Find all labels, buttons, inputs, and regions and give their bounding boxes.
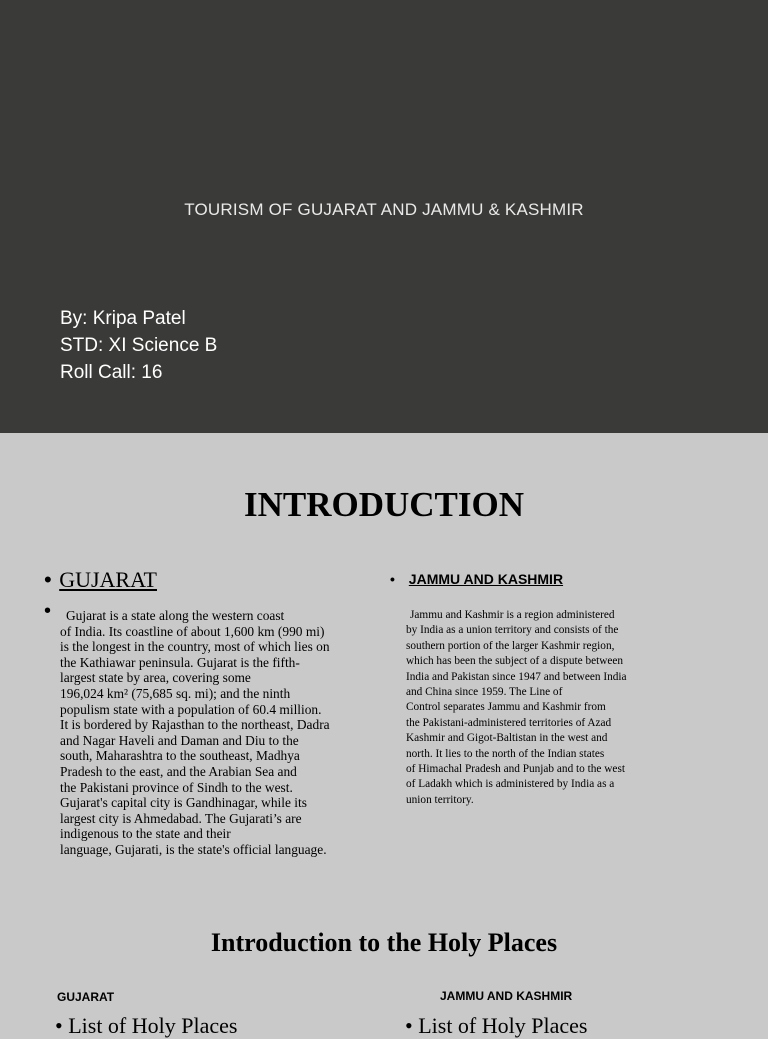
text-line: Gujarat's capital city is Gandhinagar, while its	[60, 795, 307, 811]
text-line: language, Gujarati, is the state's official language.	[60, 841, 327, 857]
text-line: by India as a union territory and consists of the	[406, 624, 619, 637]
title-slide	[0, 0, 768, 433]
text-line: Pradesh to the east, and the Arabian Sea and	[60, 763, 297, 779]
text-line: Kashmir and Gigot-Baltistan in the west and	[406, 732, 608, 745]
holy-places-title: Introduction to the Holy Places	[210, 928, 558, 957]
standard-line: STD: XI Science B	[60, 335, 218, 356]
roll-call-line: Roll Call: 16	[60, 362, 163, 383]
jammu-kashmir-holy-places-list: • List of Holy Places	[405, 1013, 588, 1038]
jammu-kashmir-heading-label: JAMMU AND KASHMIR	[408, 571, 564, 587]
text-line: is the longest in the country, most of which lies on	[60, 639, 330, 655]
gujarat-description	[60, 608, 360, 858]
text-line: of India. Its coastline of about 1,600 km (990 mi)	[60, 623, 325, 639]
text-line: largest city is Ahmedabad. The Gujarati’s are	[60, 810, 302, 826]
author-line: By: Kripa Patel	[60, 308, 186, 329]
gujarat-heading	[44, 567, 157, 593]
jammu-kashmir-description	[406, 608, 666, 808]
text-line: Control separates Jammu and Kashmir from	[406, 701, 606, 714]
text-line: and China since 1959. The Line of	[406, 686, 563, 699]
jammu-kashmir-heading	[390, 571, 563, 587]
text-line: north. It lies to the north of the Indian states	[406, 747, 605, 760]
text-line: indigenous to the state and their	[60, 826, 231, 842]
text-line: which has been the subject of a dispute between	[406, 655, 624, 668]
text-line: southern portion of the larger Kashmir region,	[406, 639, 615, 652]
text-line: the Pakistani-administered territories of Azad	[406, 716, 612, 729]
bullet-icon: •	[44, 600, 52, 622]
jammu-kashmir-column-label: JAMMU AND KASHMIR	[440, 989, 573, 1003]
text-line: the Pakistani province of Sindh to the west.	[60, 779, 293, 795]
gujarat-holy-places-list: • List of Holy Places	[55, 1013, 238, 1038]
bullet-icon: •	[44, 567, 52, 592]
text-line: It is bordered by Rajasthan to the northeast, Dadra	[60, 717, 330, 733]
author-info	[60, 305, 217, 386]
gujarat-heading-label: GUJARAT	[59, 567, 157, 592]
text-line: of Himachal Pradesh and Punjab and to the west	[406, 763, 625, 776]
gujarat-column-label: GUJARAT	[57, 990, 115, 1004]
text-line: 196,024 km² (75,685 sq. mi); and the ninth	[60, 685, 291, 701]
text-line: of Ladakh which is administered by India as a	[406, 778, 615, 791]
introduction-slide	[0, 433, 768, 1038]
text-line: south, Maharashtra to the southeast, Madhya	[60, 748, 300, 764]
text-line: the Kathiawar peninsula. Gujarat is the fifth-	[60, 654, 300, 670]
bullet-icon: •	[390, 571, 395, 587]
text-line: India and Pakistan since 1947 and between India	[406, 670, 627, 683]
introduction-title: INTRODUCTION	[243, 485, 525, 524]
text-line: Gujarat is a state along the western coast	[66, 608, 285, 623]
text-line: populism state with a population of 60.4 million.	[60, 701, 322, 717]
text-line: largest state by area, covering some	[60, 670, 251, 686]
text-line: Jammu and Kashmir is a region administered	[410, 609, 615, 621]
text-line: and Nagar Haveli and Daman and Diu to the	[60, 732, 299, 748]
text-line: union territory.	[406, 793, 474, 806]
presentation-title: TOURISM OF GUJARAT AND JAMMU & KASHMIR	[184, 200, 584, 219]
